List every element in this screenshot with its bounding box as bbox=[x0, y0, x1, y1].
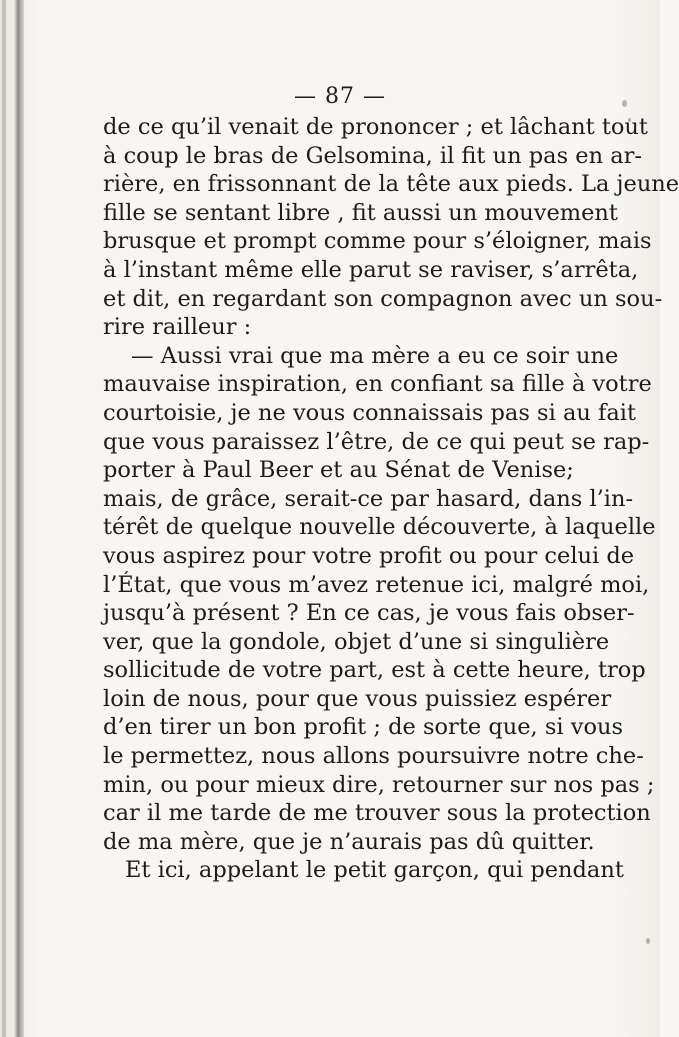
binding-shadow bbox=[14, 0, 24, 1037]
text-line: mais, de grâce, serait-ce par hasard, dans l’in- bbox=[103, 485, 634, 512]
text-line: vous aspirez pour votre profit ou pour celui de bbox=[103, 542, 635, 569]
text-line: que vous paraissez l’être, de ce qui peut se rap- bbox=[103, 428, 650, 455]
text-line: car il me tarde de me trouver sous la protection bbox=[103, 800, 651, 827]
text-line: de ma mère, que je n’aurais pas dû quitter. bbox=[103, 828, 595, 855]
text-line: — Aussi vrai que ma mère a eu ce soir une bbox=[131, 342, 619, 369]
text-line: et dit, en regardant son compagnon avec un sou- bbox=[103, 285, 663, 312]
text-line: le permettez, nous allons poursuivre notre che- bbox=[103, 743, 644, 770]
text-line: rière, en frissonnant de la tête aux pieds. La jeune bbox=[103, 171, 679, 198]
text-line: l’État, que vous m’avez retenue ici, malgré moi, bbox=[103, 571, 650, 598]
text-line: rire railleur : bbox=[103, 314, 252, 341]
page-edge-shadow bbox=[2, 0, 6, 1037]
text-line: d’en tirer un bon profit ; de sorte que, si vous bbox=[103, 714, 624, 741]
text-line: jusqu’à présent ? En ce cas, je vous fais obser- bbox=[103, 600, 635, 627]
text-line: térêt de quelque nouvelle découverte, à laquelle bbox=[103, 514, 656, 541]
body-text bbox=[103, 113, 679, 885]
text-line: porter à Paul Beer et au Sénat de Venise; bbox=[103, 457, 574, 484]
text-line: à l’instant même elle parut se raviser, s’arrêta, bbox=[103, 256, 639, 283]
text-line: sollicitude de votre part, est à cette heure, trop bbox=[103, 657, 646, 684]
text-line: brusque et prompt comme pour s’éloigner, mais bbox=[103, 228, 652, 255]
text-line: à coup le bras de Gelsomina, il fit un pas en ar- bbox=[103, 142, 643, 169]
page-number: — 87 — bbox=[294, 84, 386, 109]
text-line: mauvaise inspiration, en confiant sa fille à votre bbox=[103, 371, 652, 398]
text-line: loin de nous, pour que vous puissiez espérer bbox=[103, 685, 612, 712]
text-line: courtoisie, je ne vous connaissais pas si au fait bbox=[103, 399, 636, 426]
text-line: min, ou pour mieux dire, retourner sur nos pas ; bbox=[103, 771, 655, 798]
paper-speck bbox=[646, 938, 650, 944]
text-line: de ce qu’il venait de prononcer ; et lâchant tout bbox=[103, 114, 648, 140]
text-line: fille se sentant libre , fit aussi un mouvement bbox=[103, 199, 618, 226]
text-line: Et ici, appelant le petit garçon, qui pendant bbox=[125, 857, 624, 884]
text-line: ver, que la gondole, objet d’une si singulière bbox=[103, 628, 610, 655]
